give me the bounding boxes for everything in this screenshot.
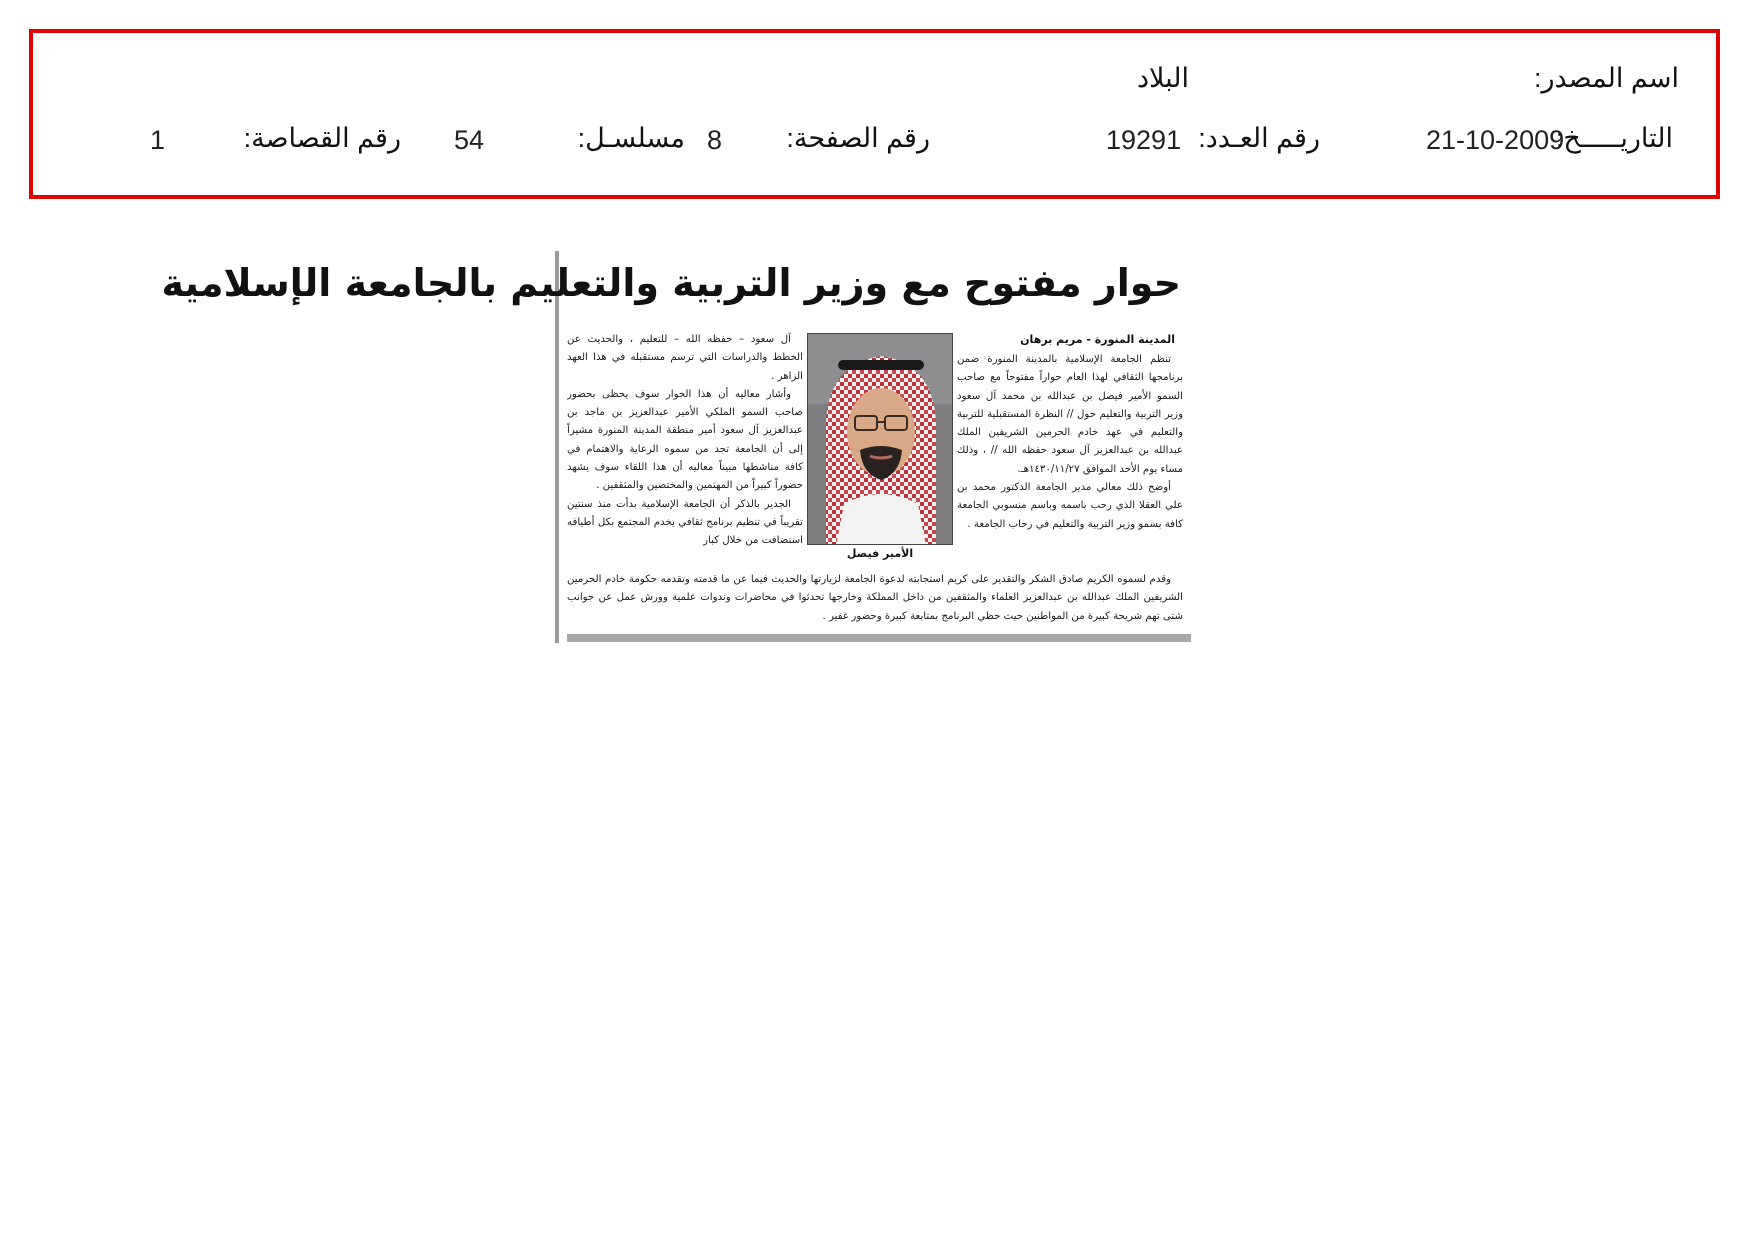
paragraph: الجدير بالذكر أن الجامعة الإسلامية بدأت منذ سنتين تقريباً في تنظيم برنامج ثقافي يخدم المجتمع بكل أطيافه استضافت من خلال كبار xyxy=(567,498,803,547)
source-value: البلاد xyxy=(1136,63,1189,93)
article-photo xyxy=(807,333,953,545)
serial-label: مسلسـل: xyxy=(577,123,685,153)
serial-value: 54 xyxy=(454,125,485,155)
date-value: 21-10-2009 xyxy=(1426,125,1565,155)
paragraph: وقدم لسموه الكريم صادق الشكر والتقدير على كريم استجابته لدعوة الجامعة لزيارتها والحديث فيما عن ما قدمته وتقدمه حكومة خادم الحرمين الشريفين الملك عبدالله بن عبدالعزيز العلماء والمثقفين من داخل المملكة وخارجها تحدثوا في محاضرات وندوات علمية وورش عمل عن جوانب شتى تهم شريحة كبيرة من المواطنين حيث حظي البرنامج بمتابعة كبيرة وحضور غفير . xyxy=(567,574,1183,622)
paragraph: تنظم الجامعة الإسلامية بالمدينة المنورة ضمن برنامجها الثقافي لهذا العام حواراً مفتوحاً مع صاحب السمو الأمير فيصل بن عبدالله بن محمد آل سعود وزير التربية والتعليم حول // النظرة المستقبلية للتربية والتعليم في عهد خادم الحرمين الشريفين الملك عبدالله بن عبدالعزيز آل سعود حفظه الله // ، وذلك مساء يوم الأحد الموافق ١٤٣٠/١١/٢٧هـ. xyxy=(957,354,1183,475)
clipping-number-label: رقم القصاصة: xyxy=(243,123,401,153)
portrait-image xyxy=(808,334,953,545)
paragraph: وأشار معاليه أن هذا الحوار سوف يحظى بحضور صاحب السمو الملكي الأمير عبدالعزيز بن ماجد بن عبدالعزيز آل سعود أمير منطقة المدينة المنورة مشيراً إلى أن الجامعة تجد من سموه الرعاية والاهتمام في كافة مناشطها مبيناً معاليه أن هذا اللقاء سوف يشهد حضوراً كبيراً من المهتمين والمختصين والمثقفين . xyxy=(567,388,803,492)
paragraph: آل سعود – حفظه الله – للتعليم ، والحديث عن الخطط والدراسات التي ترسم مستقبله في هذا العهد الزاهر . xyxy=(567,334,803,382)
issue-label: رقم العـدد: xyxy=(1198,123,1320,153)
article-column-right xyxy=(957,351,1183,537)
issue-value: 19291 xyxy=(1106,125,1182,155)
source-info-box xyxy=(29,29,1720,199)
page-number-label: رقم الصفحة: xyxy=(786,123,930,153)
page-number-value: 8 xyxy=(707,125,723,155)
clipping-border-bottom xyxy=(567,634,1191,642)
article-headline: حوار مفتوح مع وزير التربية والتعليم بالجامعة الإسلامية xyxy=(161,261,1181,305)
newspaper-clipping xyxy=(161,251,1191,643)
date-label: التاريـــــخ: xyxy=(1555,123,1673,153)
article-column-bottom xyxy=(567,571,1183,631)
photo-caption: الأمير فيصل xyxy=(846,547,914,560)
source-label: اسم المصدر: xyxy=(1533,63,1679,93)
clipping-number-value: 1 xyxy=(150,125,166,155)
clipping-border-left xyxy=(555,251,559,643)
paragraph: أوضح ذلك معالي مدير الجامعة الدكتور محمد بن علي العقلا الذي رحب باسمه وباسم منسوبي الجامعة كافة بسمو وزير التربية والتعليم في رحاب الجامعة . xyxy=(957,482,1183,530)
article-column-left xyxy=(567,331,803,571)
article-byline: المدينة المنورة - مريم برهان xyxy=(1020,333,1175,346)
